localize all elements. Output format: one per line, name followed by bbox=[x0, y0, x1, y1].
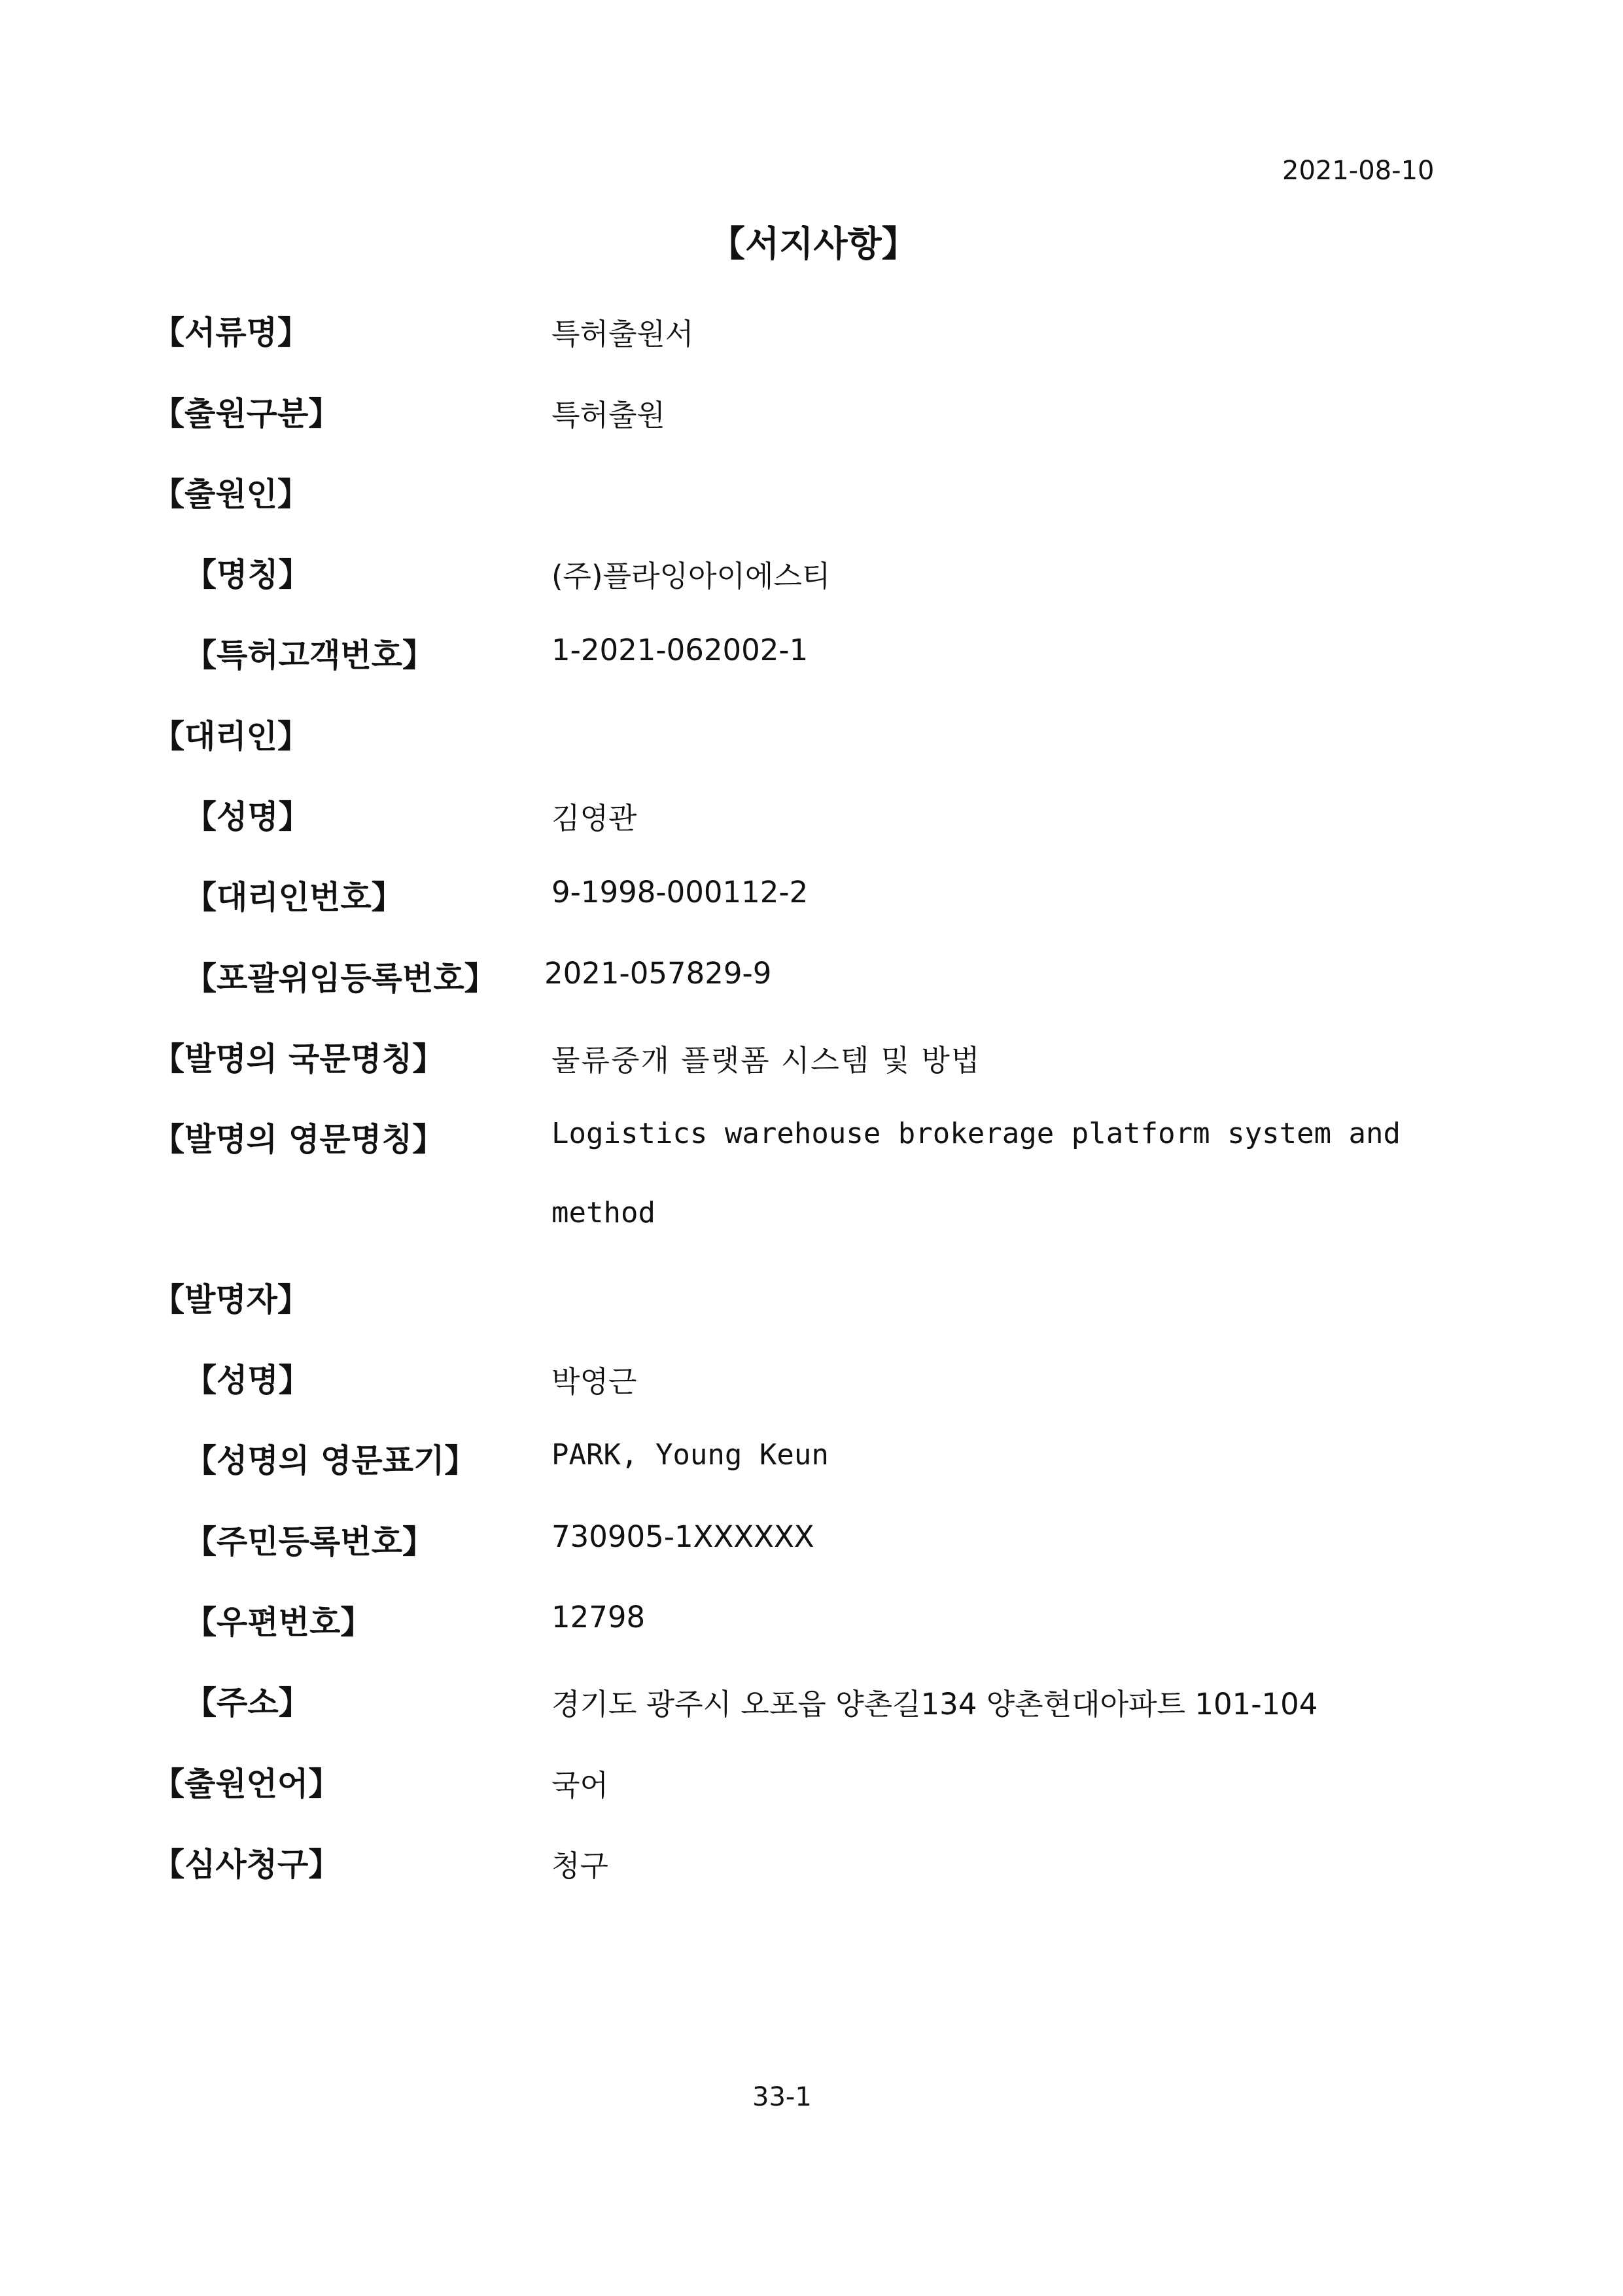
section-applicant bbox=[0, 469, 1623, 513]
field-title-ko bbox=[0, 1034, 1623, 1078]
field-value: 청구 bbox=[551, 1848, 608, 1883]
field-label: 【발명의 영문명칭】 bbox=[152, 1121, 445, 1158]
field-label: 【출원언어】 bbox=[152, 1765, 341, 1803]
field-label: 【명칭】 bbox=[184, 556, 311, 593]
field-inventor-address bbox=[0, 1678, 1623, 1722]
field-inventor-name-en bbox=[0, 1436, 1623, 1479]
field-value-line2: method bbox=[551, 1196, 655, 1229]
field-label: 【주소】 bbox=[184, 1684, 311, 1722]
field-value: 물류중개 플랫폼 시스템 및 방법 bbox=[551, 1043, 981, 1078]
field-value: 박영근 bbox=[551, 1364, 637, 1399]
section-inventor bbox=[0, 1275, 1623, 1318]
field-label: 【서류명】 bbox=[152, 314, 310, 351]
field-applicant-customer-no bbox=[0, 630, 1623, 674]
field-label: 【대리인번호】 bbox=[184, 879, 404, 916]
field-value: 2021-057829-9 bbox=[544, 956, 772, 991]
section-label: 【발명자】 bbox=[152, 1281, 310, 1318]
field-inventor-postcode bbox=[0, 1597, 1623, 1641]
field-label: 【포괄위임등록번호】 bbox=[184, 960, 497, 997]
field-label: 【성명】 bbox=[184, 798, 311, 836]
field-label: 【발명의 국문명칭】 bbox=[152, 1040, 445, 1078]
section-label: 【대리인】 bbox=[152, 718, 310, 755]
field-value: 특허출원서 bbox=[551, 317, 694, 351]
field-value: 730905-1XXXXXX bbox=[551, 1519, 814, 1554]
field-value: 12798 bbox=[551, 1600, 646, 1634]
page-number: 33-1 bbox=[752, 2082, 812, 2112]
field-value-line1: Logistics warehouse brokerage platform system and bbox=[551, 1117, 1401, 1150]
field-app-type bbox=[0, 389, 1623, 433]
field-value: 특허출원 bbox=[551, 398, 665, 433]
document-heading: 【서지사항】 bbox=[710, 223, 917, 264]
field-label: 【특허고객번호】 bbox=[184, 637, 435, 674]
field-language bbox=[0, 1759, 1623, 1803]
field-exam-request bbox=[0, 1839, 1623, 1883]
field-label: 【성명의 영문표기】 bbox=[184, 1442, 477, 1479]
field-value: 9-1998-000112-2 bbox=[551, 875, 809, 910]
field-agent-no bbox=[0, 872, 1623, 916]
field-label: 【우편번호】 bbox=[184, 1604, 373, 1641]
field-agent-name bbox=[0, 792, 1623, 836]
field-label: 【성명】 bbox=[184, 1362, 311, 1399]
field-applicant-name bbox=[0, 550, 1623, 593]
field-value: 경기도 광주시 오포읍 양촌길134 양촌현대아파트 101-104 bbox=[551, 1687, 1318, 1722]
field-title-en-continued bbox=[0, 1193, 1623, 1233]
field-value: 김영관 bbox=[551, 801, 637, 836]
field-value: 1-2021-062002-1 bbox=[551, 633, 809, 667]
section-label: 【출원인】 bbox=[152, 476, 310, 513]
field-inventor-id-no bbox=[0, 1517, 1623, 1561]
field-label: 【출원구분】 bbox=[152, 395, 341, 433]
field-title-en bbox=[0, 1114, 1623, 1158]
field-value: 국어 bbox=[551, 1768, 608, 1803]
field-agent-registration-no bbox=[0, 953, 1623, 997]
field-value: (주)플라잉아이에스티 bbox=[551, 559, 831, 593]
field-value: PARK, Young Keun bbox=[551, 1438, 829, 1472]
section-agent bbox=[0, 711, 1623, 755]
field-inventor-name bbox=[0, 1355, 1623, 1399]
document-date: 2021-08-10 bbox=[1282, 156, 1435, 186]
field-label: 【심사청구】 bbox=[152, 1846, 341, 1883]
field-label: 【주민등록번호】 bbox=[184, 1523, 435, 1561]
field-doc-name bbox=[0, 308, 1623, 351]
